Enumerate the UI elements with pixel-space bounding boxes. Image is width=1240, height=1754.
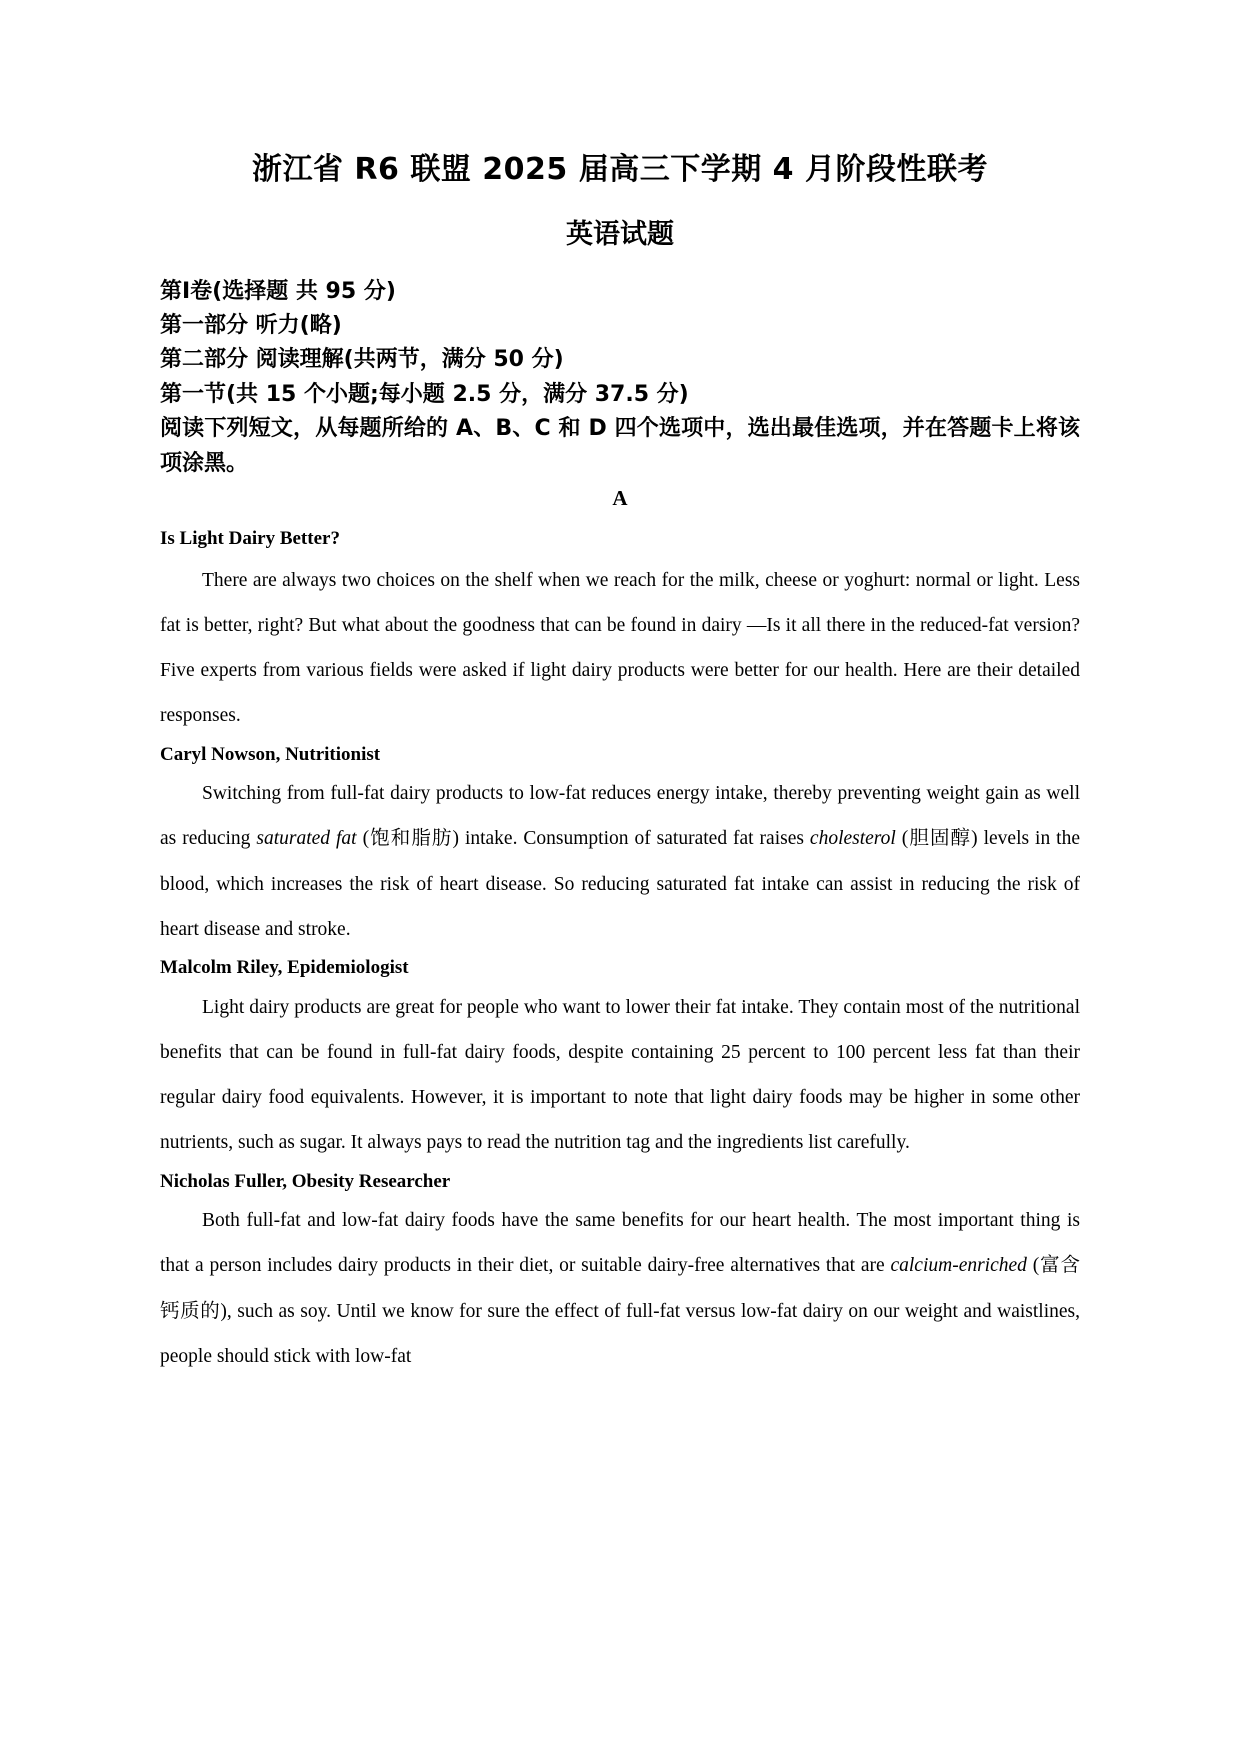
meta-line-part-one: 第一部分 听力(略) [160, 313, 342, 339]
page-title [160, 150, 1080, 191]
paragraph-text: (富含钙质的), such as soy. Until we know for sure the effect of full-fat versus low-fat dairy on our weight and waistlines, people should stick with low-fat [160, 1255, 1081, 1367]
page-title-text: 浙江省 R6 联盟 2025 届高三下学期 4 月阶段性联考 [251, 152, 988, 187]
paragraph-text: (饱和脂肪) intake. Consumption of saturated fat raises [356, 828, 810, 850]
speaker-heading: Nicholas Fuller, Obesity Researcher [160, 1170, 451, 1192]
paragraph-text: Both full-fat and low-fat dairy foods have the same benefits for our heart health. The most important thing is that a person includes dairy products in their diet, or suitable dairy-free alternatives that are [160, 1210, 1080, 1277]
page-subtitle [160, 217, 1080, 252]
meta-line-volume: 第Ⅰ卷(选择题 共 95 分) [160, 278, 396, 304]
section-letter-a: A [612, 486, 628, 511]
meta-line-part-two: 第二部分 阅读理解(共两节，满分 50 分) [160, 347, 564, 373]
reading-instruction: 阅读下列短文，从每题所给的 A、B、C 和 D 四个选项中，选出最佳选项，并在答题卡上将该项涂黑。 [160, 416, 1080, 476]
glossed-term: cholesterol [809, 828, 896, 850]
article-body [160, 558, 1080, 1379]
speaker-heading: Malcolm Riley, Epidemiologist [160, 957, 409, 979]
paragraph-text: Switching from full-fat dairy products to low-fat reduces energy intake, thereby preventing weight gain as well as reducing [160, 783, 1080, 850]
article-paragraph [160, 1198, 1080, 1379]
article-paragraph [160, 771, 1080, 952]
article-paragraph: There are always two choices on the shelf when we reach for the milk, cheese or yoghurt: normal or light. Less fat is better, right? But what about the goodness that can be found in dairy —Is it all there in the reduced-fat version? Five experts from various fields were asked if light dairy products were better for our health. Here are their detailed responses. [160, 569, 1080, 727]
glossed-term: calcium-enriched [890, 1255, 1027, 1277]
glossed-term: saturated fat [256, 828, 357, 850]
article-heading: Is Light Dairy Better? [160, 528, 340, 550]
article-paragraph: Light dairy products are great for people who want to lower their fat intake. They contain most of the nutritional benefits that can be found in full-fat dairy foods, despite containing 25 percent to 100 percent less fat than their regular dairy food equivalents. However, it is important to note that light dairy foods may be higher in some other nutrients, such as sugar. It always pays to read the nutrition tag and the ingredients list carefully. [160, 996, 1080, 1154]
speaker-heading: Caryl Nowson, Nutritionist [160, 743, 381, 765]
meta-line-section-one: 第一节(共 15 个小题;每小题 2.5 分，满分 37.5 分) [160, 381, 689, 407]
paragraph-text: (胆固醇) levels in the blood, which increases the risk of heart disease. So reducing saturated fat intake can assist in reducing the risk of heart disease and stroke. [160, 828, 1080, 940]
page-subtitle-text: 英语试题 [566, 218, 674, 250]
